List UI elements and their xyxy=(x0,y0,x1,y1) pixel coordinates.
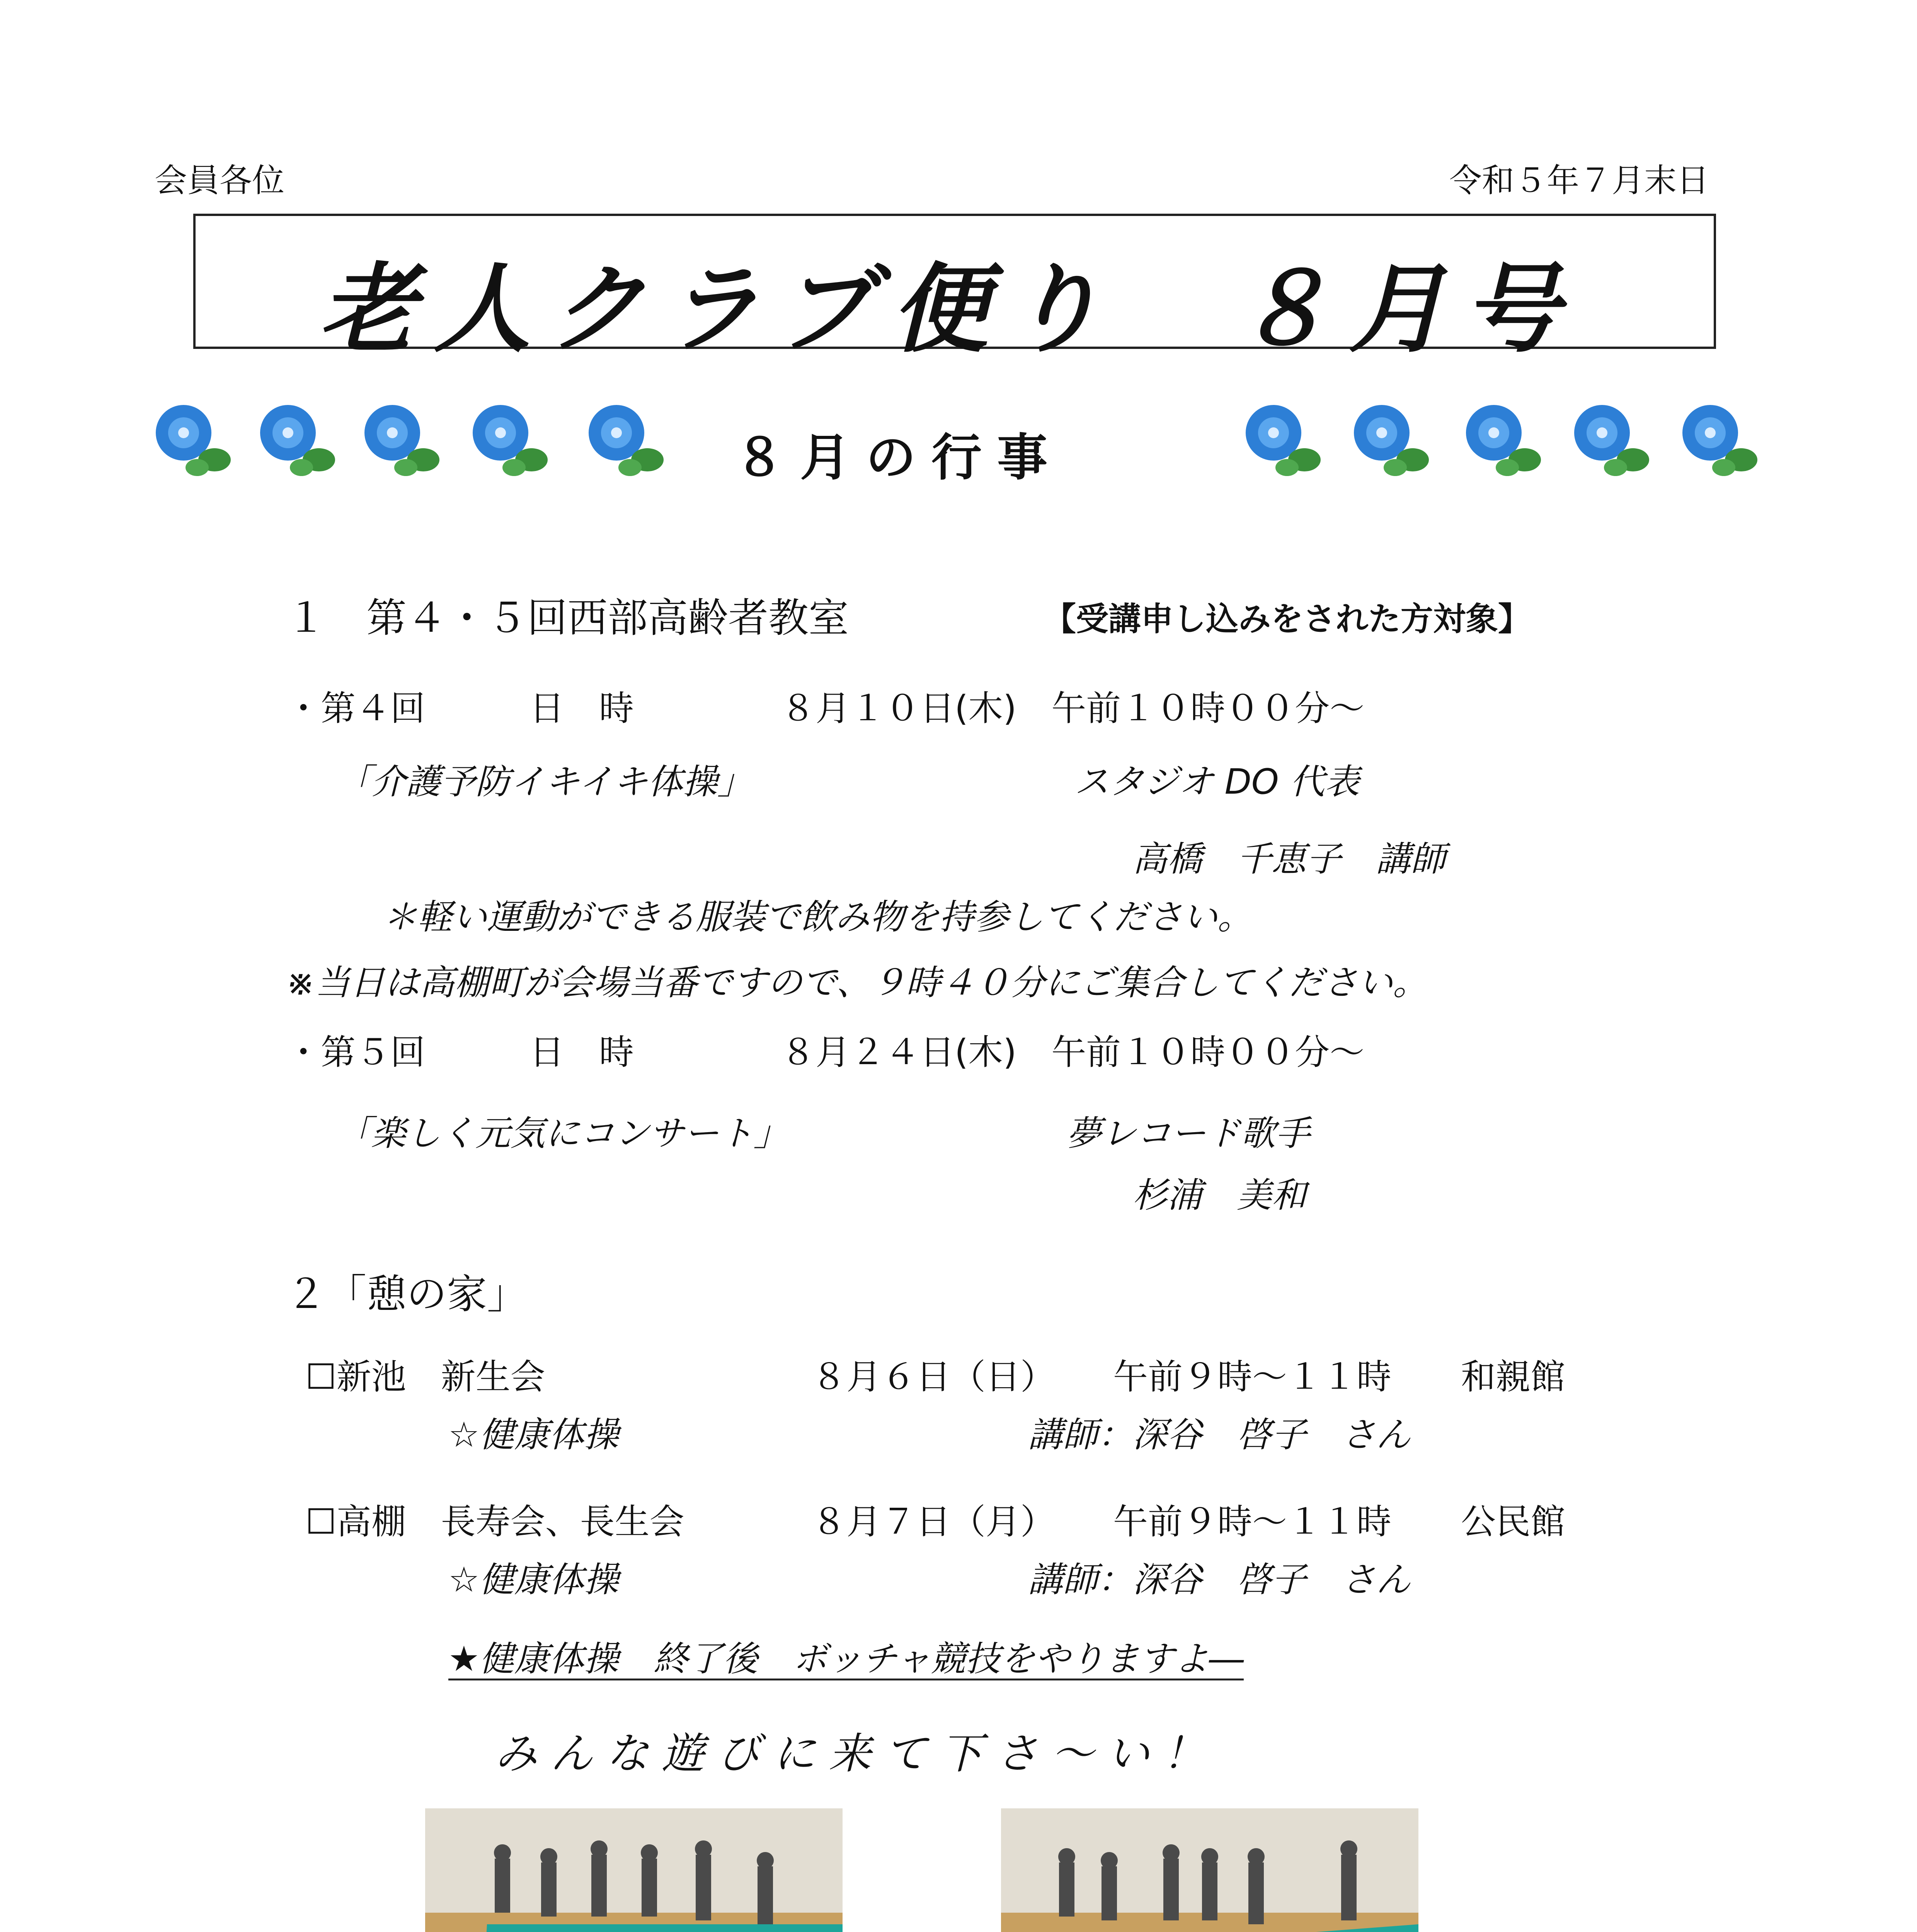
session4-note-assembly: ※当日は高棚町が会場当番ですので、９時４０分にご集合してください。 xyxy=(286,963,1428,1003)
session5-datetime: ８月２４日(木) 午前１０時００分～ xyxy=(781,1032,1365,1073)
ikoi-item-2-date: ８月７日（月） xyxy=(812,1502,1055,1542)
bocce-note: ★健康体操 終了後 ボッチャ競技をやりますよ― xyxy=(448,1639,1244,1679)
events-heading: ８月の行事 xyxy=(734,428,1063,487)
morning-glory-icon xyxy=(1565,402,1654,479)
session4-lecturer-org: スタジオ DO 代表 xyxy=(1074,762,1360,802)
session5-label: ・第５回 xyxy=(286,1032,425,1073)
morning-glory-icon xyxy=(1237,402,1326,479)
ikoi-item-1-activity: ☆健康体操 xyxy=(448,1415,619,1455)
session4-topic: 「介護予防イキイキ体操」 xyxy=(336,762,752,802)
ikoi-item-2-venue: 公民館 xyxy=(1461,1502,1565,1542)
session5-lecturer-org: 夢レコード歌手 xyxy=(1067,1113,1310,1154)
issue-date: 令和５年７月末日 xyxy=(1449,162,1709,199)
session4-note-clothing: ＊軽い運動ができる服装で飲み物を持参してください。 xyxy=(383,897,1252,937)
ikoi-item-1-instructor: 講師：深谷 啓子 さん xyxy=(1028,1415,1411,1455)
session4-datetime: ８月１０日(木) 午前１０時００分～ xyxy=(781,688,1365,729)
session4-date-label: 日 時 xyxy=(529,688,634,729)
session4-lecturer-name: 高橋 千恵子 講師 xyxy=(1132,839,1445,879)
ikoi-item-1-date: ８月６日（日） xyxy=(812,1357,1055,1397)
section1-title: １ 第４・５回西部高齢者教室 xyxy=(286,594,849,641)
ikoi-item-2-activity: ☆健康体操 xyxy=(448,1560,619,1600)
ikoi-item-1-time: 午前９時～１１時 xyxy=(1113,1357,1391,1397)
bocce-photo-1 xyxy=(425,1808,843,1932)
recipient: 会員各位 xyxy=(155,162,285,199)
morning-glory-icon xyxy=(1345,402,1434,479)
ikoi-item-2-time: 午前９時～１１時 xyxy=(1113,1502,1391,1542)
session5-date-label: 日 時 xyxy=(529,1032,634,1073)
morning-glory-icon xyxy=(251,402,340,479)
session4-label: ・第４回 xyxy=(286,688,425,729)
morning-glory-icon xyxy=(356,402,444,479)
ikoi-item-1-place: ☐新池 新生会 xyxy=(305,1357,545,1397)
title-box xyxy=(193,214,1716,366)
ikoi-item-1-venue: 和親館 xyxy=(1461,1357,1565,1397)
morning-glory-icon xyxy=(580,402,669,479)
page-title: 老人クラブ便り ８月号 xyxy=(319,253,1578,366)
invite-text: みんな遊びに来て下さ～い！ xyxy=(495,1729,1218,1778)
morning-glory-icon xyxy=(1457,402,1546,479)
morning-glory-icon xyxy=(1674,402,1762,479)
section2-title: ２「憩の家」 xyxy=(286,1270,528,1318)
session5-lecturer-name: 杉浦 美和 xyxy=(1132,1175,1306,1216)
section1-note: 【受講申し込みをされた方対象】 xyxy=(1044,600,1531,638)
morning-glory-icon xyxy=(147,402,236,479)
session5-topic: 「楽しく元気にコンサート」 xyxy=(336,1113,788,1154)
morning-glory-icon xyxy=(464,402,553,479)
ikoi-item-2-place: ☐高棚 長寿会、長生会 xyxy=(305,1502,684,1542)
bocce-photo-2 xyxy=(1001,1808,1418,1932)
ikoi-item-2-instructor: 講師：深谷 啓子 さん xyxy=(1028,1560,1411,1600)
